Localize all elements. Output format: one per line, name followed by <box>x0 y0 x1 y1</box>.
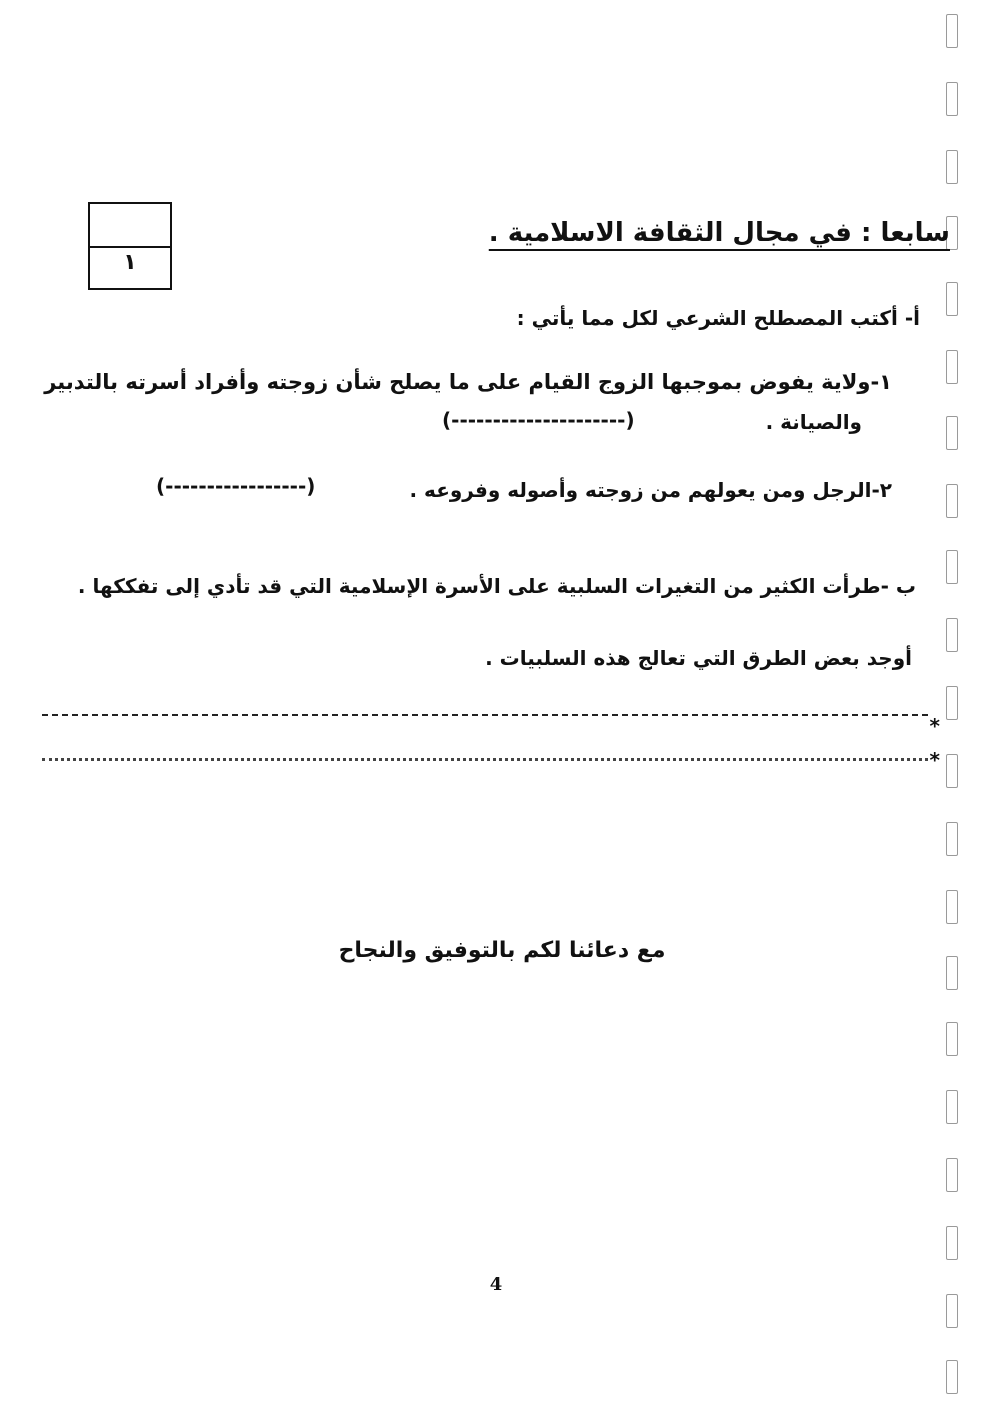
binding-hole <box>946 350 958 384</box>
section-title: سابعا : في مجال الثقافة الاسلامية . <box>488 218 950 248</box>
binding-hole <box>946 550 958 584</box>
question-2-answer-blank[interactable]: (-----------------) <box>156 474 316 498</box>
closing-message: مع دعائنا لكم بالتوفيق والنجاح <box>338 938 666 963</box>
answer-bullet-2: * <box>929 748 940 772</box>
answer-bullet-1: * <box>929 714 940 738</box>
question-1-answer-blank[interactable]: (---------------------) <box>442 408 635 432</box>
answer-line-1[interactable] <box>42 714 928 716</box>
binding-hole <box>946 484 958 518</box>
binding-hole <box>946 82 958 116</box>
binding-hole <box>946 150 958 184</box>
binding-hole <box>946 416 958 450</box>
binding-hole <box>946 1022 958 1056</box>
binding-hole <box>946 1090 958 1124</box>
score-box-divider <box>90 246 170 248</box>
binding-hole <box>946 1360 958 1394</box>
binding-hole <box>946 822 958 856</box>
binding-hole <box>946 686 958 720</box>
binding-hole <box>946 282 958 316</box>
score-value: ١ <box>123 250 137 275</box>
question-1-line-1: ١-ولاية يفوض بموجبها الزوج القيام على ما يصلح شأن زوجته وأفراد أسرته بالتدبير <box>44 370 892 394</box>
binding-hole <box>946 1294 958 1328</box>
page-number: 4 <box>489 1274 503 1295</box>
binding-hole <box>946 618 958 652</box>
answer-line-2[interactable] <box>42 758 928 761</box>
part-a-instruction: أ- أكتب المصطلح الشرعي لكل مما يأتي : <box>516 306 920 330</box>
question-1-line-2: والصيانة . <box>765 410 862 434</box>
part-b-task: أوجد بعض الطرق التي تعالج هذه السلبيات . <box>485 646 912 670</box>
binding-hole <box>946 1158 958 1192</box>
binding-hole <box>946 754 958 788</box>
part-b-statement: ب -طرأت الكثير من التغيرات السلبية على الأسرة الإسلامية التي قد تأدي إلى تفككها . <box>77 574 916 598</box>
binding-hole <box>946 14 958 48</box>
binding-hole <box>946 890 958 924</box>
binding-hole <box>946 1226 958 1260</box>
question-2-text: ٢-الرجل ومن يعولهم من زوجته وأصوله وفروعه . <box>409 478 892 502</box>
score-box <box>88 202 172 290</box>
